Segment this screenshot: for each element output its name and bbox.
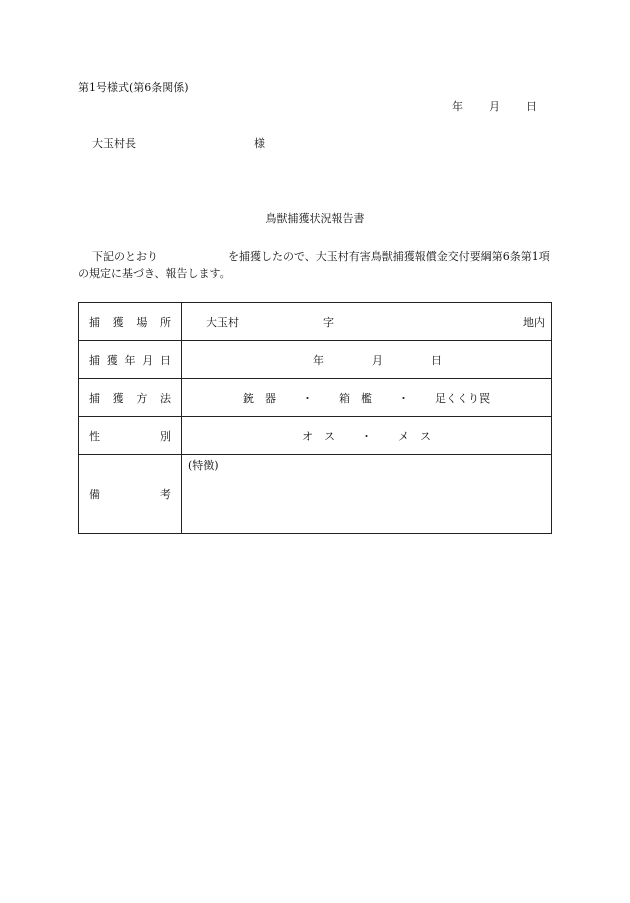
method-separator: ・ bbox=[302, 391, 313, 405]
body-prefix: 下記のとおり bbox=[92, 250, 158, 263]
date-year-label: 年 bbox=[452, 100, 463, 113]
place-label bbox=[79, 303, 182, 341]
sex-label-char: 別 bbox=[160, 429, 171, 443]
place-aza: 字 bbox=[323, 315, 334, 329]
method-separator: ・ bbox=[398, 391, 409, 405]
method-label-char: 法 bbox=[159, 391, 171, 405]
method-label-char: 方 bbox=[136, 391, 148, 405]
row-remarks bbox=[79, 455, 552, 534]
date-label-char: 日 bbox=[160, 353, 171, 367]
date-day-label: 日 bbox=[526, 100, 537, 113]
row-method bbox=[79, 379, 552, 417]
capture-year: 年 bbox=[313, 353, 324, 367]
method-gun[interactable]: 銃 器 bbox=[243, 391, 276, 405]
sex-label bbox=[79, 417, 182, 455]
method-label bbox=[79, 379, 182, 417]
method-label-char: 捕 bbox=[89, 391, 100, 405]
method-box-trap[interactable]: 箱 檻 bbox=[339, 391, 372, 405]
date-label-char: 捕 bbox=[89, 353, 100, 367]
method-snare[interactable]: 足くくり罠 bbox=[435, 391, 490, 405]
date-label-char: 月 bbox=[142, 353, 154, 367]
sex-value[interactable] bbox=[182, 417, 552, 455]
addressee-name: 大玉村長 bbox=[92, 137, 136, 150]
document-title: 鳥獣捕獲状況報告書 bbox=[265, 212, 365, 225]
place-land: 地内 bbox=[523, 315, 545, 329]
remarks-label-char: 備 bbox=[89, 488, 100, 501]
date-month-label: 月 bbox=[489, 100, 500, 113]
row-date bbox=[79, 341, 552, 379]
row-place bbox=[79, 303, 552, 341]
sex-separator: ・ bbox=[361, 429, 372, 443]
remarks-label bbox=[79, 455, 182, 534]
remarks-value[interactable] bbox=[182, 455, 552, 534]
remarks-label-char: 考 bbox=[160, 488, 171, 501]
capture-day: 日 bbox=[431, 353, 442, 367]
place-label-char: 所 bbox=[159, 315, 171, 329]
report-table bbox=[78, 302, 552, 534]
body-suffix: を捕獲したので、大玉村有害鳥獣捕獲報償金交付要綱第6条第1項の規定に基づき、報告します。 bbox=[78, 250, 550, 280]
row-sex bbox=[79, 417, 552, 455]
sex-female[interactable]: メ ス bbox=[398, 429, 431, 443]
form-number: 第1号様式(第6条関係) bbox=[78, 81, 189, 94]
submission-date bbox=[452, 100, 537, 114]
date-label-char: 年 bbox=[124, 353, 136, 367]
method-value[interactable] bbox=[182, 379, 552, 417]
addressee-honorific: 様 bbox=[254, 137, 265, 150]
date-label bbox=[79, 341, 182, 379]
sex-label-char: 性 bbox=[89, 429, 100, 443]
date-label-char: 獲 bbox=[106, 353, 118, 367]
date-value[interactable] bbox=[182, 341, 552, 379]
place-label-char: 場 bbox=[136, 315, 148, 329]
place-label-char: 捕 bbox=[89, 315, 100, 329]
place-label-char: 獲 bbox=[112, 315, 124, 329]
place-village: 大玉村 bbox=[206, 315, 239, 329]
remarks-feature-label: (特徴) bbox=[188, 459, 219, 472]
method-label-char: 獲 bbox=[112, 391, 124, 405]
capture-month: 月 bbox=[372, 353, 383, 367]
sex-male[interactable]: オ ス bbox=[302, 429, 335, 443]
place-value[interactable] bbox=[182, 303, 552, 341]
body-paragraph bbox=[78, 248, 553, 282]
